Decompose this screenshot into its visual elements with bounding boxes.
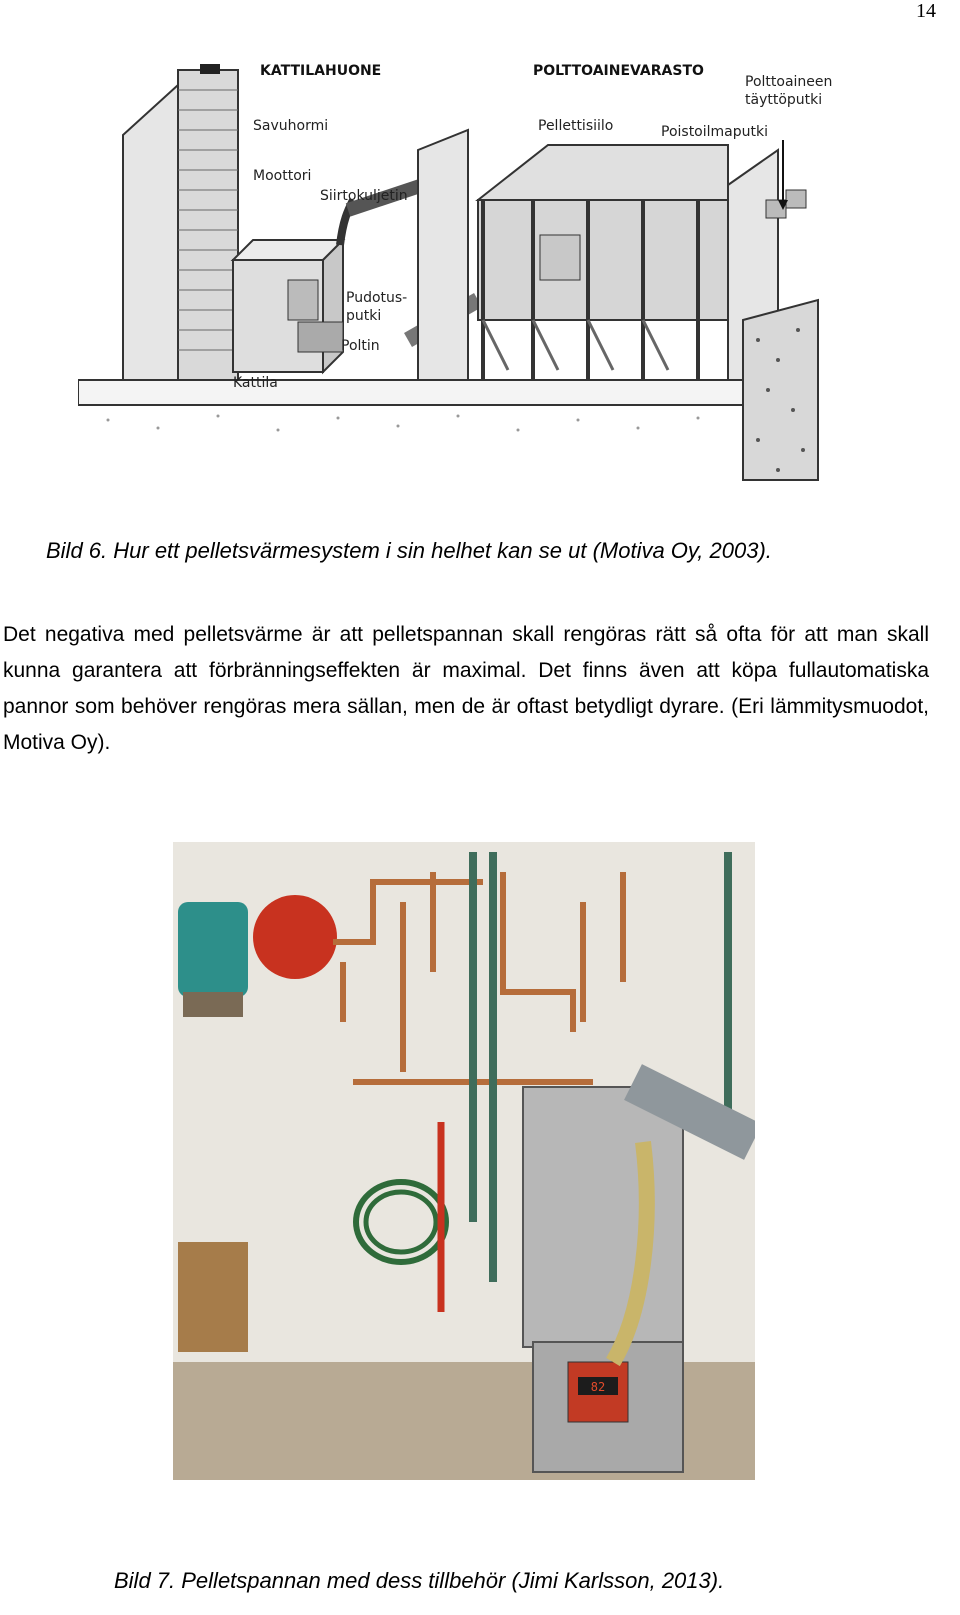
label-kattila: Kattila [233,375,278,391]
label-poistoilmaputki: Poistoilmaputki [661,124,768,140]
figure-caption-bild6: Bild 6. Hur ett pelletsvärmesystem i sin helhet kan se ut (Motiva Oy, 2003). [46,538,772,563]
figure-caption-bild7: Bild 7. Pelletspannan med dess tillbehör (Jimi Karlsson, 2013). [114,1568,725,1593]
label-pellettisiilo: Pellettisiilo [538,118,614,134]
label-pudotusputki-1: Pudotus- [346,290,408,306]
label-tayttoputki-1: Polttoaineen [745,74,833,90]
boiler-display-value: 82 [590,1380,606,1394]
pellet-system-diagram [78,50,848,490]
label-tayttoputki-2: täyttöputki [745,92,823,108]
label-siirtokuljetin: Siirtokuljetin [320,188,408,204]
label-moottori: Moottori [253,168,312,184]
label-kattilahuone: KATTILAHUONE [260,63,382,79]
page-number: 14 [916,0,936,22]
label-savuhormi: Savuhormi [253,118,329,134]
label-polttoainevarasto: POLTTOAINEVARASTO [533,63,704,79]
body-paragraph: Det negativa med pelletsvärme är att pelletspannan skall rengöras rätt så ofta för att man skall kunna garantera att förbränningseffekten är maximal. Det finns även att köpa fullautomatiska pannor som behöver rengöras mera sällan, men de är oftast betydligt dyrare. (Eri lämmitysmuodot, Motiva Oy). [3,623,929,754]
label-pudotusputki-2: putki [346,308,382,324]
boiler-photo [173,842,755,1480]
label-poltin: Poltin [341,338,380,354]
